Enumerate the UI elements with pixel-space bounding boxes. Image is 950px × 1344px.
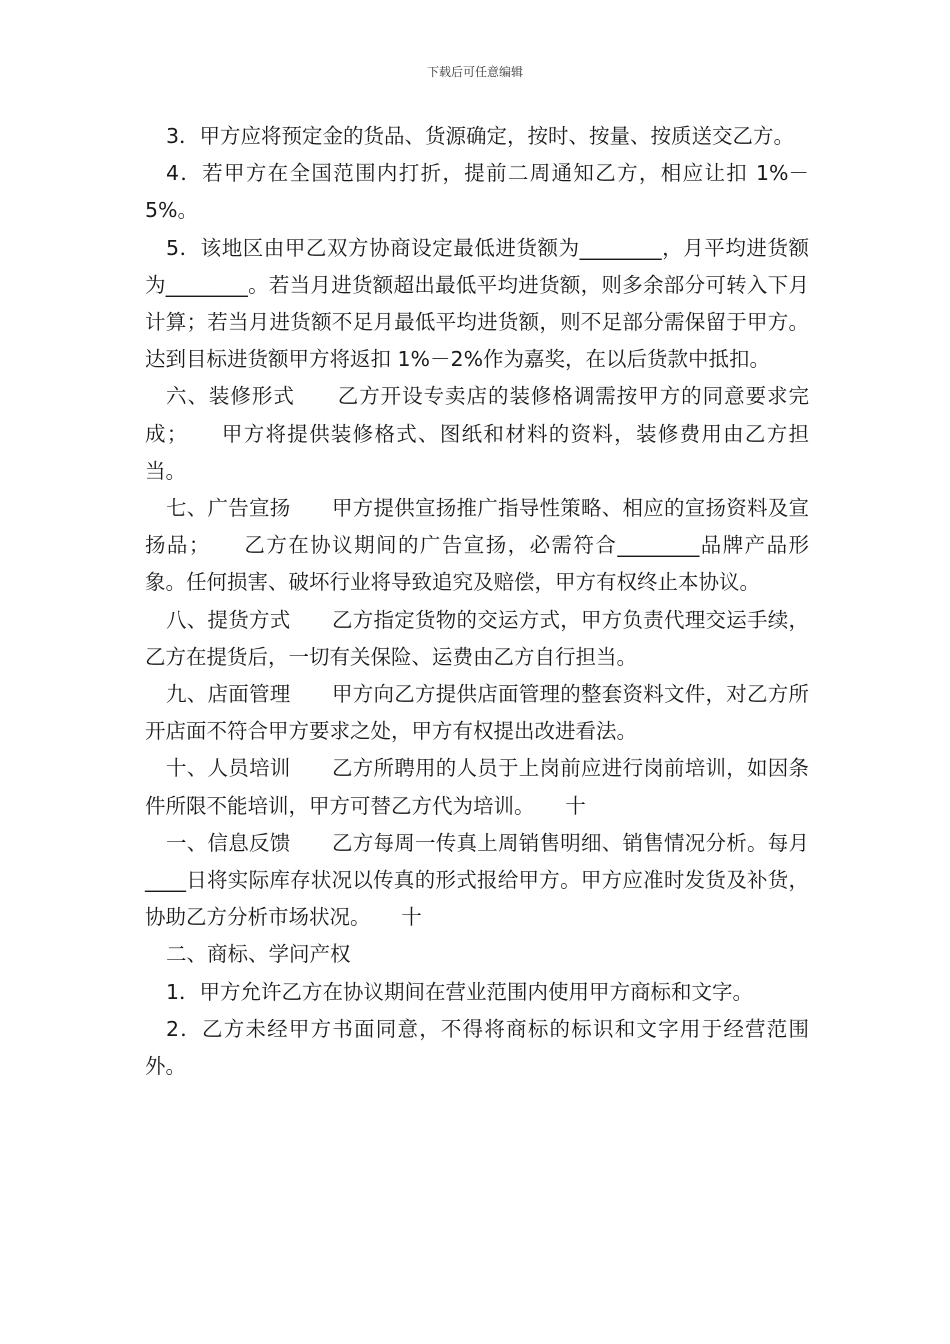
clause-3-deposit-goods: 3．甲方应将预定金的货品、货源确定，按时、按量、按质送交乙方。	[166, 124, 795, 148]
section-9-store-management: 九、店面管理 甲方向乙方提供店面管理的整套资料文件，对乙方所开店面不符合甲方要求之处，甲方有权提出改进看法。	[145, 682, 809, 744]
page-header: 下载后可任意编辑	[426, 65, 523, 79]
section-6-decoration: 六、装修形式 乙方开设专卖店的装修格调需按甲方的同意要求完成； 甲方将提供装修格式、图纸和材料的资料，装修费用由乙方担当。	[145, 384, 809, 483]
clause-2-trademark-restriction: 2．乙方未经甲方书面同意，不得将商标的标识和文字用于经营范围外。	[145, 1016, 809, 1079]
section-10-staff-training: 十、人员培训 乙方所聘用的人员于上岗前应进行岗前培训，如因条件所限不能培训，甲方可替乙方代为培训。 十	[145, 756, 809, 818]
clause-1-trademark-use: 1．甲方允许乙方在协议期间在营业范围内使用甲方商标和文字。	[166, 979, 754, 1004]
document-body	[145, 118, 809, 1085]
section-12-trademark-heading: 二、商标、学问产权	[166, 942, 351, 967]
section-11-information-feedback: 一、信息反馈 乙方每周一传真上周销售明细、销售情况分析。每月____日将实际库存状况以传真的形式报给甲方。甲方应准时发货及补货，协助乙方分析市场状况。 十	[145, 830, 809, 930]
section-7-advertising: 七、广告宣扬 甲方提供宣扬推广指导性策略、相应的宣扬资料及宣扬品； 乙方在协议期间的广告宣扬，必需符合________品牌产品形象。任何损害、破坏行业将导致追究及赔偿，甲方有权终止本协议。	[145, 496, 809, 595]
clause-4-discount: 4．若甲方在全国范围内打折，提前二周通知乙方，相应让扣 1%－5%。	[145, 161, 809, 223]
section-8-delivery: 八、提货方式 乙方指定货物的交运方式，甲方负责代理交运手续，乙方在提货后，一切有关保险、运费由乙方自行担当。	[145, 607, 809, 669]
clause-5-min-purchase: 5．该地区由甲乙双方协商设定最低进货额为________，月平均进货额为________。若当月进货额超出最低平均进货额，则多余部分可转入下月计算；若当月进货额不足月最低平均进货额，则不足部分需保留于甲方。达到目标进货额甲方将返扣 1%－2%作为嘉奖，在以后货款中抵扣。	[145, 235, 809, 372]
